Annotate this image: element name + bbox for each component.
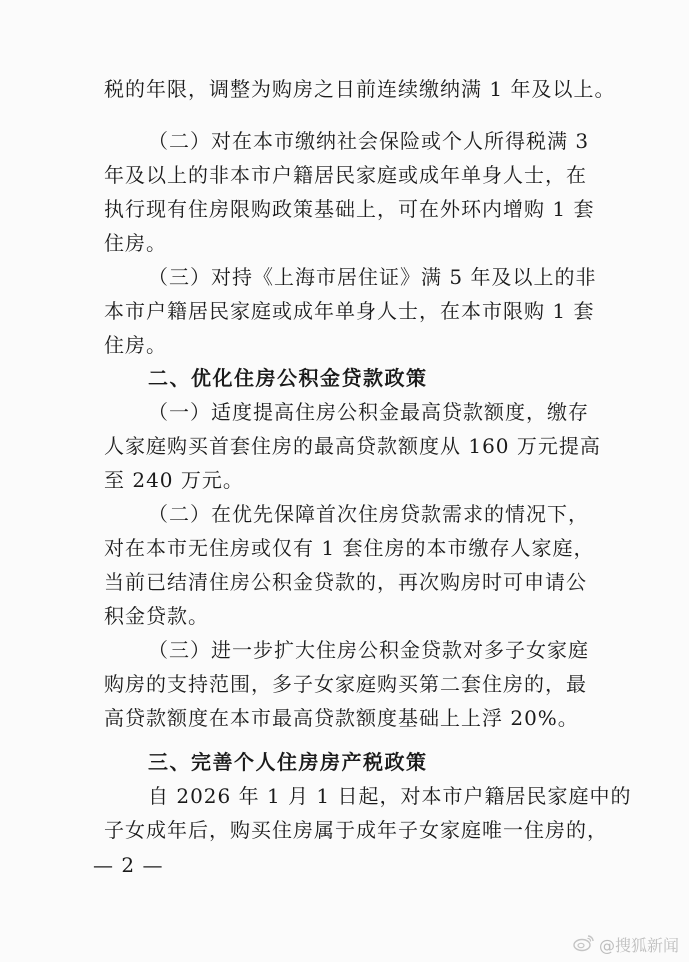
text-line: 自 2026 年 1 月 1 日起，对本市户籍居民家庭中的: [148, 784, 632, 808]
text-line: 积金贷款。: [104, 604, 209, 628]
text-line: 高贷款额度在本市最高贷款额度基础上上浮 20%。: [104, 706, 579, 730]
text-line: （一）适度提高住房公积金最高贷款额度，缴存: [148, 400, 589, 424]
text-line: 人家庭购买首套住房的最高贷款额度从 160 万元提高: [104, 434, 601, 458]
text-line: （三）进一步扩大住房公积金贷款对多子女家庭: [148, 638, 589, 662]
text-line: （二）对在本市缴纳社会保险或个人所得税满 3: [148, 129, 590, 153]
text-line: 购房的支持范围，多子女家庭购买第二套住房的，最: [104, 672, 587, 696]
section-heading: 二、优化住房公积金贷款政策: [148, 366, 428, 390]
text-line: 住房。: [104, 231, 167, 255]
text-line: 当前已结清住房公积金贷款的，再次购房时可申请公: [104, 570, 587, 594]
watermark: [573, 933, 679, 956]
section-heading: 三、完善个人住房房产税政策: [148, 750, 428, 774]
text-line: （三）对持《上海市居住证》满 5 年及以上的非: [148, 265, 597, 289]
text-line: 住房。: [104, 333, 167, 357]
text-line: 执行现有住房限购政策基础上，可在外环内增购 1 套: [104, 197, 595, 221]
page-number: — 2 —: [93, 853, 164, 877]
weibo-icon: [573, 934, 595, 956]
text-line: 本市户籍居民家庭或成年单身人士，在本市限购 1 套: [104, 299, 595, 323]
watermark-text: @搜狐新闻: [598, 936, 679, 955]
text-line: 税的年限，调整为购房之日前连续缴纳满 1 年及以上。: [104, 77, 616, 101]
text-line: 子女成年后，购买住房属于成年子女家庭唯一住房的，: [104, 818, 608, 842]
text-line: 年及以上的非本市户籍居民家庭或成年单身人士，在: [104, 163, 587, 187]
text-line: 至 240 万元。: [104, 468, 244, 492]
text-line: （二）在优先保障首次住房贷款需求的情况下，: [148, 502, 589, 526]
text-line: 对在本市无住房或仅有 1 套住房的本市缴存人家庭，: [104, 536, 595, 560]
